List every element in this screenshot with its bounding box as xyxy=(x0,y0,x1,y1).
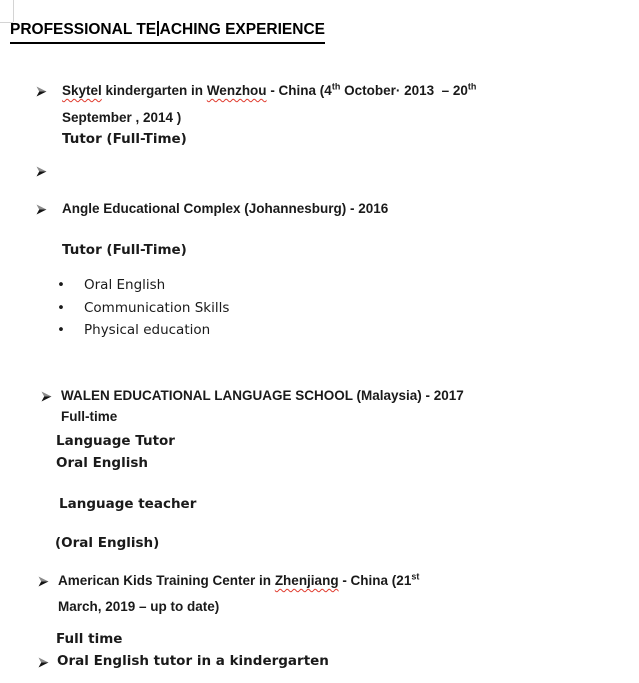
entry-walen-subject2: (Oral English) xyxy=(55,535,160,551)
dot-bullet-icon: • xyxy=(57,300,65,316)
subject-list-item: Communication Skills xyxy=(84,300,230,316)
arrow-bullet-icon xyxy=(38,657,49,668)
misspelled-word: Zhenjiang xyxy=(274,573,339,588)
text-insertion-cursor xyxy=(157,21,159,36)
entry-walen-role1: Language Tutor xyxy=(56,433,175,449)
ordinal-superscript: th xyxy=(467,81,477,92)
arrow-bullet-icon xyxy=(41,391,52,402)
arrow-bullet-icon xyxy=(36,204,47,215)
entry-walen-schedule: Full-time xyxy=(61,409,118,424)
entry-walen-subject1: Oral English xyxy=(56,455,148,471)
dot-bullet-icon: • xyxy=(57,322,65,338)
entry-skytel-line2: September , 2014 ) xyxy=(62,110,182,125)
entry-text: October· 2013 – 20 xyxy=(340,83,468,98)
entry-walen-role2: Language teacher xyxy=(59,496,197,512)
dot-bullet-icon: • xyxy=(57,277,65,293)
subject-list-item: Physical education xyxy=(84,322,211,338)
misspelled-word: Skytel xyxy=(62,83,102,98)
entry-text: - China (4 xyxy=(266,83,332,98)
entry-text: kindergarten in xyxy=(101,83,207,98)
entry-text: American Kids Training Center in xyxy=(58,573,275,588)
misspelled-word: Wenzhou xyxy=(206,83,267,98)
entry-american-bullet-line: Oral English tutor in a kindergarten xyxy=(57,653,329,669)
entry-text: - China (21 xyxy=(338,573,412,588)
subject-list-item: Oral English xyxy=(84,277,166,293)
entry-american-line2: March, 2019 – up to date) xyxy=(58,599,220,614)
entry-american-schedule: Full time xyxy=(56,631,123,647)
title-post-cursor-text: ACHING EXPERIENCE xyxy=(159,21,325,38)
entry-american-line1 xyxy=(58,572,419,590)
entry-skytel-role: Tutor (Full-Time) xyxy=(62,131,187,147)
arrow-bullet-icon xyxy=(36,166,47,177)
arrow-bullet-icon xyxy=(38,576,49,587)
title-pre-cursor-text: PROFESSIONAL TE xyxy=(10,21,157,38)
page-title xyxy=(10,21,325,44)
ordinal-superscript: st xyxy=(411,571,420,582)
entry-angle-role: Tutor (Full-Time) xyxy=(62,242,187,258)
ordinal-superscript: th xyxy=(331,81,341,92)
entry-skytel-line1 xyxy=(62,82,476,100)
arrow-bullet-icon xyxy=(36,86,47,97)
entry-walen-line1: WALEN EDUCATIONAL LANGUAGE SCHOOL (Malaysia) - 2017 xyxy=(61,388,464,403)
entry-angle-line1: Angle Educational Complex (Johannesburg) - 2016 xyxy=(62,201,389,216)
table-corner-mark-vertical xyxy=(13,0,14,22)
